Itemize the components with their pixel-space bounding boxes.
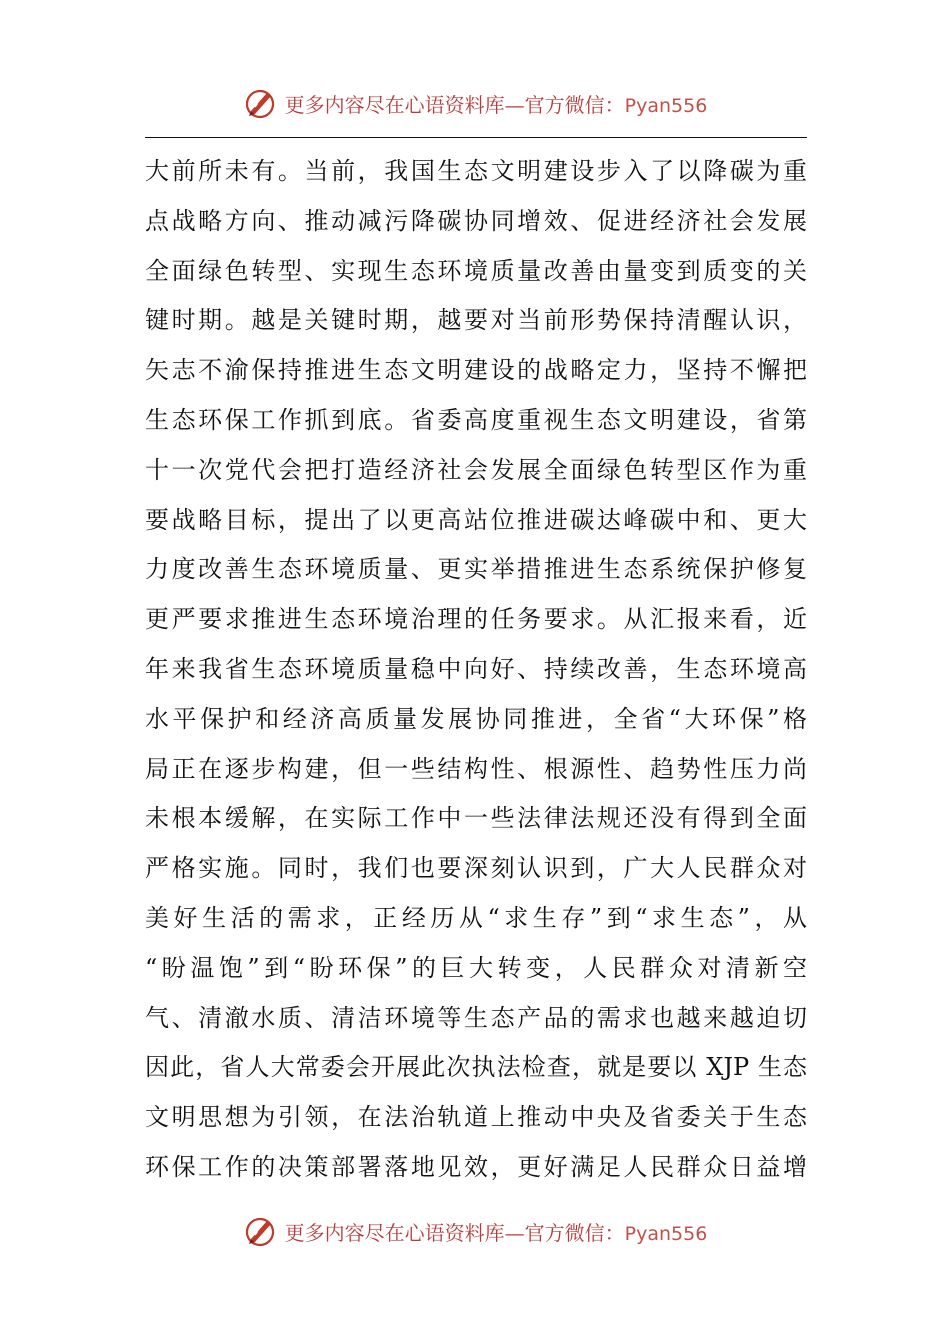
body-line: 水平保护和经济高质量发展协同推进，全省“大环保”格 xyxy=(145,704,807,733)
body-line: 因此，省人大常委会开展此次执法检查，就是要以 XJP 生态 xyxy=(145,1053,807,1082)
brand-id: Pyan556 xyxy=(624,94,708,117)
brand-watermark xyxy=(243,1213,708,1249)
brand-id: Pyan556 xyxy=(624,1222,708,1245)
page-footer xyxy=(0,1211,950,1251)
brand-main: 更多内容尽在心语资料库 xyxy=(284,92,505,117)
body-line: 十一次党代会把打造经济社会发展全面绿色转型区作为重 xyxy=(145,455,807,484)
body-line: 年来我省生态环境质量稳中向好、持续改善，生态环境高 xyxy=(145,654,807,683)
body-line: 矢志不渝保持推进生态文明建设的战略定力，坚持不懈把 xyxy=(145,356,807,385)
document-body xyxy=(145,147,807,1193)
body-line: 点战略方向、推动减污降碳协同增效、促进经济社会发展 xyxy=(145,206,807,235)
brand-text xyxy=(285,89,708,118)
body-line: 要战略目标，提出了以更高站位推进碳达峰碳中和、更大 xyxy=(145,505,807,534)
body-line: 严格实施。同时，我们也要深刻认识到，广大人民群众对 xyxy=(145,854,807,883)
page-header xyxy=(0,83,950,123)
body-line: 全面绿色转型、实现生态环境质量改善由量变到质变的关 xyxy=(145,256,807,285)
body-line: 环保工作的决策部署落地见效，更好满足人民群众日益增 xyxy=(145,1152,807,1181)
body-line: 力度改善生态环境质量、更实举措推进生态系统保护修复 xyxy=(145,555,807,584)
brand-watermark xyxy=(243,85,708,121)
header-rule xyxy=(145,137,807,138)
brand-label: 官方微信： xyxy=(524,92,625,117)
body-line: 生态环保工作抓到底。省委高度重视生态文明建设，省第 xyxy=(145,405,807,434)
body-line: 美好生活的需求，正经历从“求生存”到“求生态”，从 xyxy=(145,903,807,932)
brand-separator: — xyxy=(504,1220,525,1245)
body-line: 大前所未有。当前，我国生态文明建设步入了以降碳为重 xyxy=(145,157,807,185)
body-line: 未根本缓解，在实际工作中一些法律法规还没有得到全面 xyxy=(145,804,807,833)
pen-logo-icon xyxy=(243,1213,279,1249)
pen-logo-icon xyxy=(243,85,279,121)
brand-separator: — xyxy=(504,92,525,117)
brand-label: 官方微信： xyxy=(524,1220,625,1245)
body-line: 局正在逐步构建，但一些结构性、根源性、趋势性压力尚 xyxy=(145,754,807,783)
brand-main: 更多内容尽在心语资料库 xyxy=(284,1220,505,1245)
body-line: “盼温饱”到“盼环保”的巨大转变，人民群众对清新空 xyxy=(145,953,807,982)
body-line: 文明思想为引领，在法治轨道上推动中央及省委关于生态 xyxy=(145,1103,807,1132)
body-line: 气、清澈水质、清洁环境等生态产品的需求也越来越迫切 xyxy=(145,1003,807,1032)
body-line: 键时期。越是关键时期，越要对当前形势保持清醒认识， xyxy=(145,306,807,335)
brand-text xyxy=(285,1217,708,1246)
body-line: 更严要求推进生态环境治理的任务要求。从汇报来看，近 xyxy=(145,605,807,634)
